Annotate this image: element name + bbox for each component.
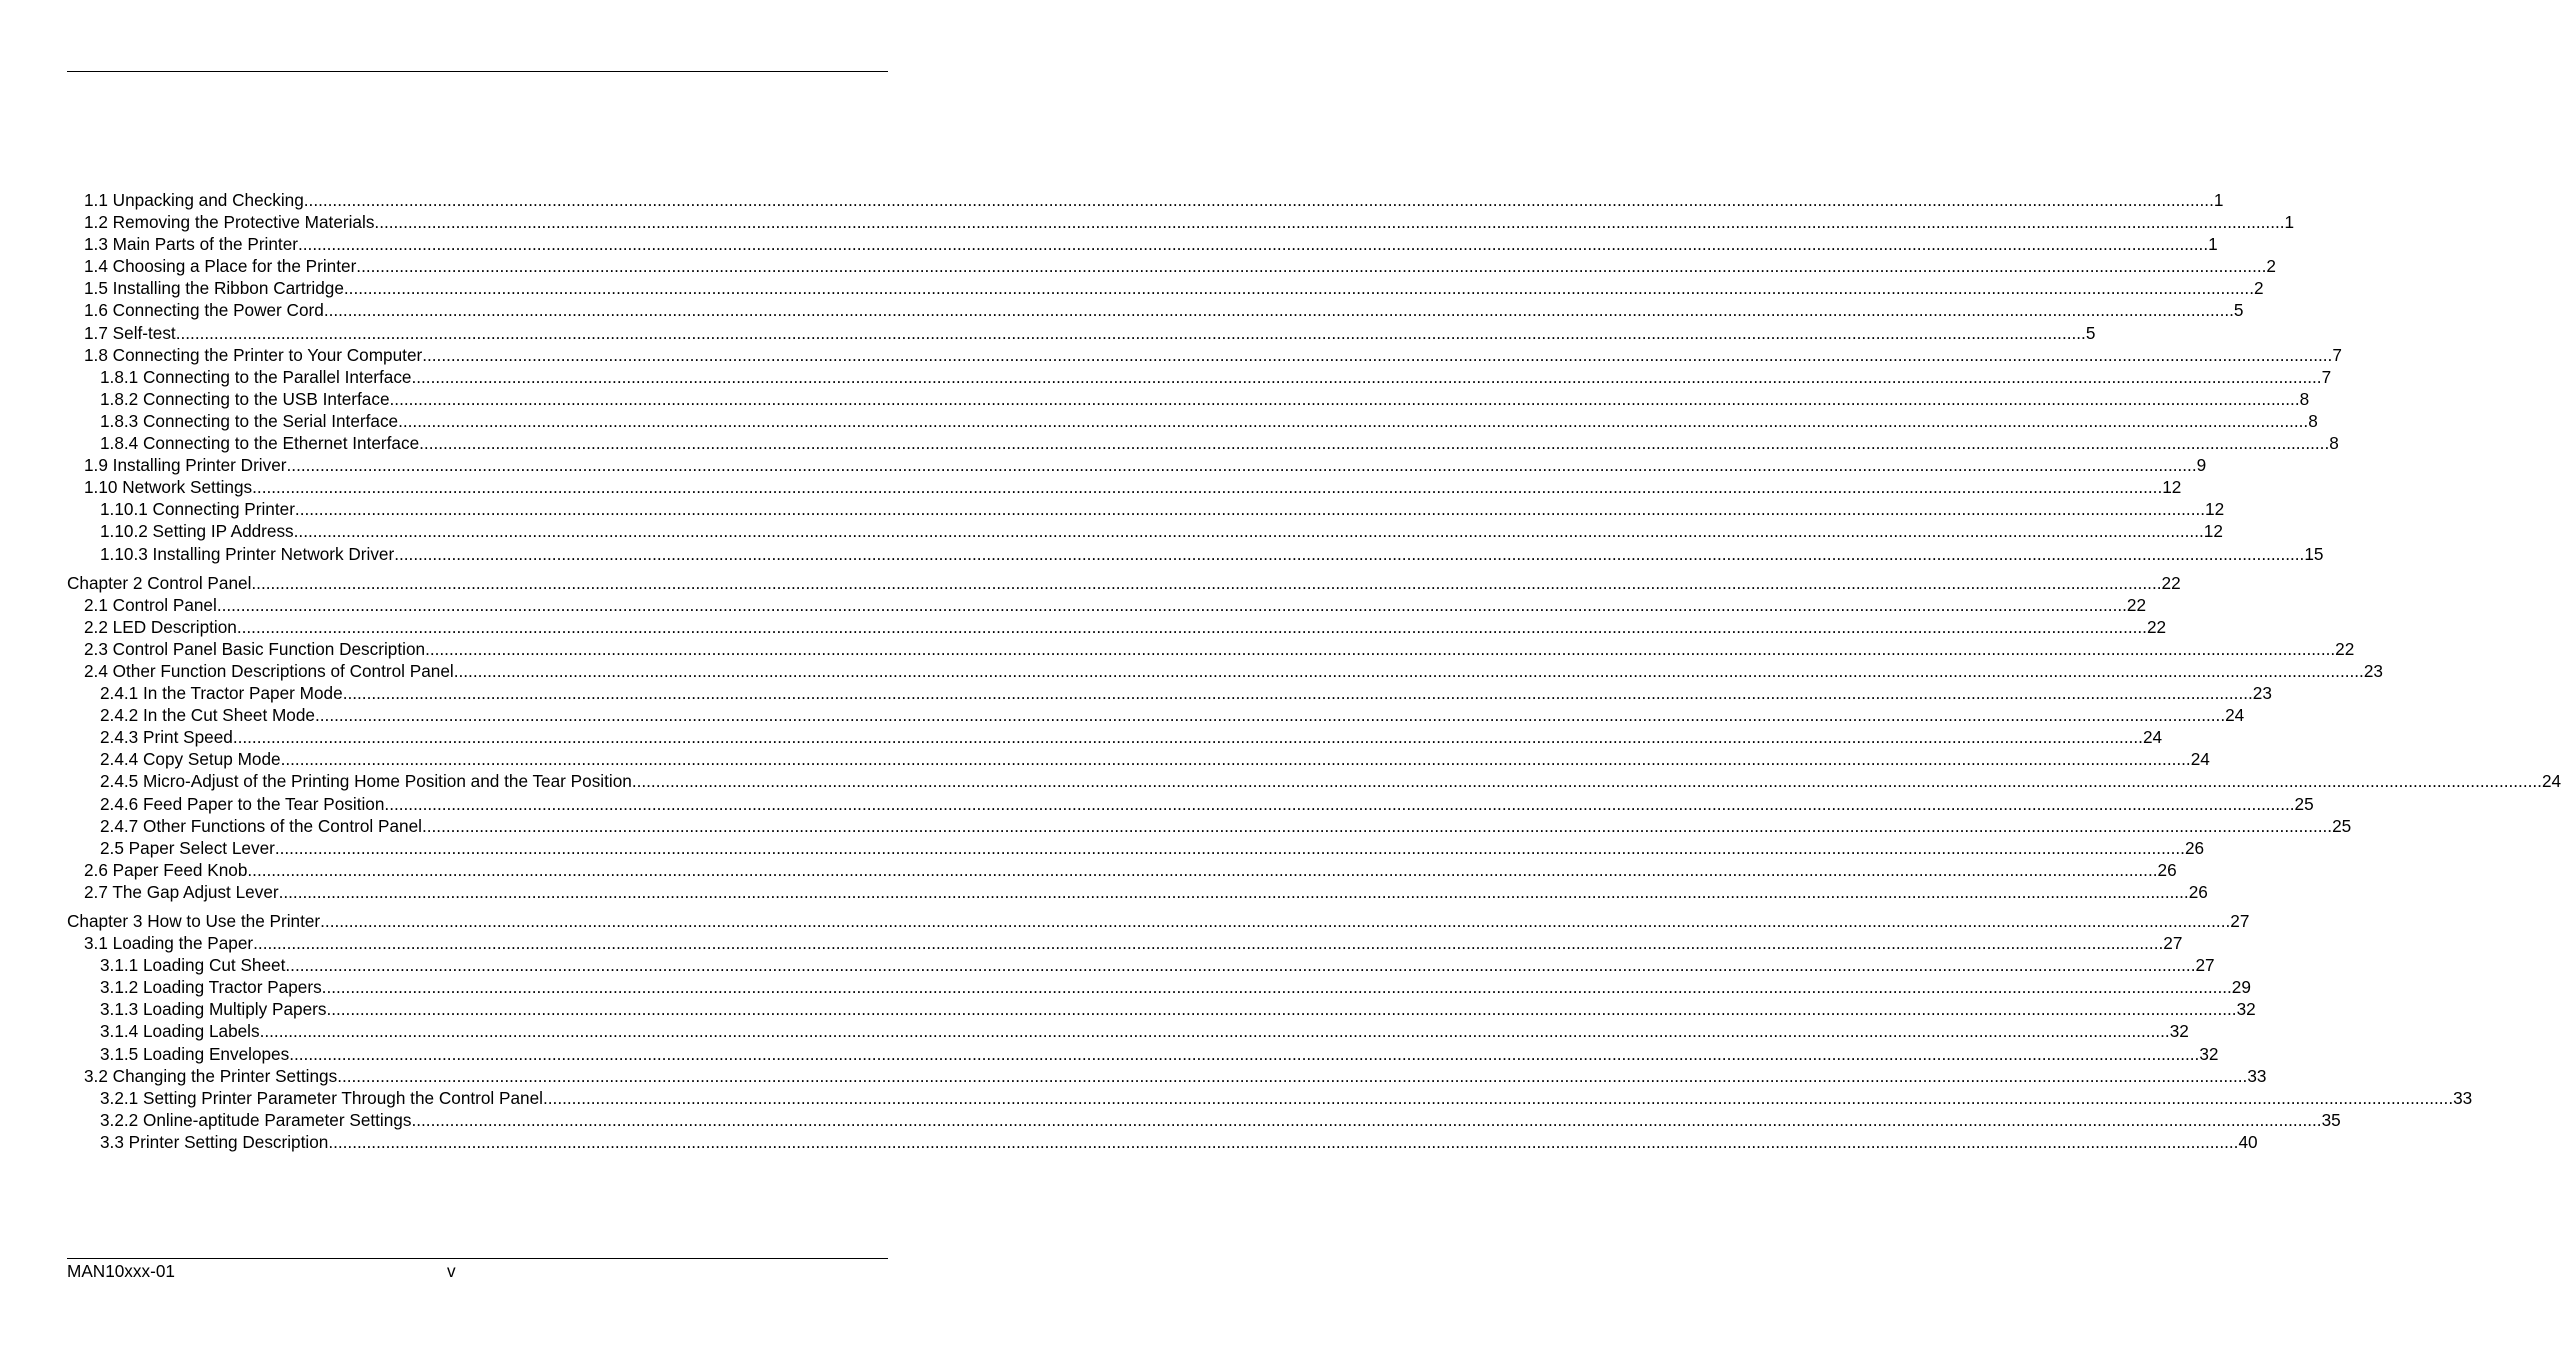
toc-entry-title: 1.3 Main Parts of the Printer: [84, 234, 298, 255]
toc-entry[interactable]: [67, 594, 2147, 616]
toc-entry-title: 2.7 The Gap Adjust Lever: [84, 881, 279, 902]
toc-dot-leader: ................................................................................................................................................................................................................................................................................................................................................................................................................: [321, 977, 2232, 998]
toc-entry[interactable]: [67, 748, 2210, 770]
toc-entry-page: 33: [2453, 1087, 2473, 1108]
toc-dot-leader: ................................................................................................................................................................................................................................................................................................................................................................................................................: [389, 388, 2300, 409]
toc-entry[interactable]: [67, 299, 2244, 321]
toc-entry-page: 15: [2304, 543, 2324, 564]
footer-doc-id: MAN10xxx-01: [67, 1261, 175, 1281]
toc-entry[interactable]: [67, 837, 2205, 859]
toc-entry-page: 22: [2161, 572, 2181, 593]
toc-dot-leader: ................................................................................................................................................................................................................................................................................................................................................................................................................: [216, 594, 2127, 615]
toc-entry[interactable]: [67, 255, 2276, 277]
toc-dot-leader: ................................................................................................................................................................................................................................................................................................................................................................................................................: [320, 911, 2231, 931]
toc-dot-leader: ................................................................................................................................................................................................................................................................................................................................................................................................................: [342, 683, 2253, 704]
toc-entry-title: 1.8.4 Connecting to the Ethernet Interface: [100, 433, 420, 454]
toc-entry-title: 3.3 Printer Setting Description: [100, 1131, 329, 1152]
toc-entry-page: 8: [2299, 388, 2310, 409]
toc-entry-page: 33: [2247, 1065, 2267, 1086]
toc-entry[interactable]: [67, 233, 2218, 255]
toc-entry-page: 8: [2329, 433, 2339, 454]
toc-entry[interactable]: [67, 1087, 2473, 1109]
table-of-contents: [67, 189, 2561, 1153]
toc-entry[interactable]: [67, 520, 2223, 542]
toc-entry-title: 2.4.1 In the Tractor Paper Mode: [100, 683, 343, 704]
toc-entry-page: 32: [2236, 999, 2256, 1020]
toc-entry-title: 1.6 Connecting the Power Cord: [84, 300, 324, 321]
toc-entry-page: 27: [2195, 955, 2215, 976]
header-rule: [67, 71, 888, 72]
toc-entry-title: 2.6 Paper Feed Knob: [84, 859, 248, 880]
toc-entry[interactable]: [67, 1131, 2258, 1153]
footer-rule: [67, 1258, 888, 1259]
toc-entry-title: Chapter 3 How to Use the Printer: [67, 911, 321, 931]
toc-entry[interactable]: [67, 682, 2272, 704]
toc-dot-leader: ................................................................................................................................................................................................................................................................................................................................................................................................................: [343, 278, 2254, 299]
toc-entry[interactable]: [67, 1109, 2341, 1131]
toc-entry-title: 1.5 Installing the Ribbon Cartridge: [84, 278, 344, 299]
toc-entry[interactable]: [67, 932, 2183, 954]
toc-entry[interactable]: [67, 976, 2251, 998]
toc-chapter-entry[interactable]: [67, 910, 2250, 932]
toc-dot-leader: ................................................................................................................................................................................................................................................................................................................................................................................................................: [293, 521, 2204, 542]
toc-dot-leader: ................................................................................................................................................................................................................................................................................................................................................................................................................: [543, 1087, 2454, 1108]
toc-entry[interactable]: [67, 660, 2383, 682]
toc-entry-page: 25: [2294, 793, 2314, 814]
toc-entry-page: 24: [2190, 749, 2210, 770]
toc-entry[interactable]: [67, 998, 2256, 1020]
toc-entry[interactable]: [67, 1043, 2219, 1065]
toc-entry-page: 22: [2146, 616, 2167, 637]
toc-entry-title: 2.4 Other Function Descriptions of Control Panel: [84, 660, 454, 681]
toc-entry-title: 1.10.3 Installing Printer Network Driver: [100, 543, 395, 564]
toc-entry-page: 7: [2332, 344, 2342, 365]
toc-dot-leader: ................................................................................................................................................................................................................................................................................................................................................................................................................: [425, 638, 2336, 659]
toc-entry-page: 24: [2142, 727, 2163, 748]
toc-dot-leader: ................................................................................................................................................................................................................................................................................................................................................................................................................: [251, 572, 2162, 593]
toc-dot-leader: ................................................................................................................................................................................................................................................................................................................................................................................................................: [175, 322, 2086, 343]
toc-entry-page: 1: [2208, 234, 2218, 255]
toc-entry-title: 1.8.1 Connecting to the Parallel Interface: [100, 366, 412, 387]
toc-entry-title: 1.8 Connecting the Printer to Your Computer: [84, 344, 423, 365]
toc-entry-title: 1.10 Network Settings: [84, 477, 253, 498]
toc-entry-page: 27: [2230, 911, 2250, 931]
toc-entry-title: 3.1 Loading the Paper: [84, 933, 254, 954]
toc-dot-leader: ................................................................................................................................................................................................................................................................................................................................................................................................................: [247, 859, 2158, 880]
toc-dot-leader: ................................................................................................................................................................................................................................................................................................................................................................................................................: [422, 344, 2333, 365]
toc-dot-leader: ................................................................................................................................................................................................................................................................................................................................................................................................................: [631, 771, 2542, 792]
toc-entry[interactable]: [67, 498, 2225, 520]
toc-entry-title: Chapter 2 Control Panel: [67, 572, 252, 593]
toc-entry[interactable]: [67, 638, 2355, 660]
toc-dot-leader: ................................................................................................................................................................................................................................................................................................................................................................................................................: [374, 212, 2285, 233]
toc-entry-page: 1: [2213, 190, 2224, 210]
toc-entry-title: 1.2 Removing the Protective Materials: [84, 212, 375, 233]
toc-entry[interactable]: [67, 881, 2208, 903]
toc-entry-page: 12: [2162, 477, 2182, 498]
toc-entry[interactable]: [67, 388, 2310, 410]
toc-entry-page: 29: [2231, 977, 2251, 998]
toc-entry[interactable]: [67, 1065, 2267, 1087]
toc-entry[interactable]: [67, 432, 2339, 454]
toc-entry-page: 2: [2254, 278, 2264, 299]
toc-dot-leader: ................................................................................................................................................................................................................................................................................................................................................................................................................: [285, 955, 2196, 976]
toc-entry-page: 35: [2321, 1109, 2341, 1130]
toc-entry-page: 24: [2541, 771, 2561, 792]
toc-dot-leader: ................................................................................................................................................................................................................................................................................................................................................................................................................: [326, 999, 2237, 1020]
toc-dot-leader: ................................................................................................................................................................................................................................................................................................................................................................................................................: [252, 477, 2163, 498]
toc-entry-title: 3.2.1 Setting Printer Parameter Through the Control Panel: [100, 1087, 543, 1108]
toc-dot-leader: ................................................................................................................................................................................................................................................................................................................................................................................................................: [315, 705, 2226, 726]
toc-dot-leader: ................................................................................................................................................................................................................................................................................................................................................................................................................: [323, 300, 2234, 321]
toc-entry-page: 12: [2205, 499, 2225, 520]
toc-entry-title: 1.7 Self-test: [84, 322, 176, 343]
toc-chapter-entry[interactable]: [67, 572, 2181, 594]
toc-entry-title: 3.2.2 Online-aptitude Parameter Settings: [100, 1109, 412, 1130]
toc-entry-page: 23: [2363, 660, 2383, 681]
toc-dot-leader: ................................................................................................................................................................................................................................................................................................................................................................................................................: [232, 727, 2143, 748]
toc-entry-title: 2.1 Control Panel: [84, 594, 217, 615]
toc-dot-leader: ................................................................................................................................................................................................................................................................................................................................................................................................................: [411, 1109, 2322, 1130]
toc-entry-title: 3.2 Changing the Printer Settings: [84, 1065, 338, 1086]
toc-entry-page: 26: [2184, 837, 2205, 858]
toc-entry[interactable]: [67, 954, 2215, 976]
toc-dot-leader: ................................................................................................................................................................................................................................................................................................................................................................................................................: [259, 1021, 2170, 1042]
toc-entry[interactable]: [67, 770, 2561, 792]
toc-entry[interactable]: [67, 793, 2314, 815]
toc-entry-title: 3.1.3 Loading Multiply Papers: [100, 999, 327, 1020]
toc-entry-page: 26: [2157, 859, 2177, 880]
toc-dot-leader: ................................................................................................................................................................................................................................................................................................................................................................................................................: [253, 933, 2164, 954]
toc-entry-page: 5: [2233, 300, 2244, 321]
toc-entry-title: 2.3 Control Panel Basic Function Description: [84, 638, 426, 659]
toc-entry[interactable]: [67, 366, 2332, 388]
toc-dot-leader: ................................................................................................................................................................................................................................................................................................................................................................................................................: [274, 837, 2185, 858]
toc-dot-leader: ................................................................................................................................................................................................................................................................................................................................................................................................................: [356, 256, 2267, 277]
toc-entry-title: 2.4.7 Other Functions of the Control Panel: [100, 815, 422, 836]
toc-entry-page: 5: [2085, 322, 2096, 343]
toc-entry[interactable]: [67, 815, 2352, 837]
toc-entry-page: 26: [2188, 881, 2208, 902]
toc-entry[interactable]: [67, 704, 2245, 726]
toc-dot-leader: ................................................................................................................................................................................................................................................................................................................................................................................................................: [328, 1131, 2239, 1152]
toc-entry-page: 24: [2225, 705, 2245, 726]
toc-entry-title: 3.1.1 Loading Cut Sheet: [100, 955, 286, 976]
toc-entry-page: 23: [2252, 683, 2272, 704]
toc-entry-title: 1.4 Choosing a Place for the Printer: [84, 256, 357, 277]
toc-entry[interactable]: [67, 344, 2342, 366]
toc-entry-title: 3.1.4 Loading Labels: [100, 1021, 260, 1042]
toc-entry-page: 1: [2284, 212, 2295, 233]
toc-entry-page: 32: [2169, 1021, 2189, 1042]
toc-entry-title: 1.1 Unpacking and Checking: [84, 190, 304, 210]
toc-entry-title: 1.8.2 Connecting to the USB Interface: [100, 388, 390, 409]
toc-entry-page: 22: [2335, 638, 2355, 659]
toc-entry[interactable]: [67, 322, 2096, 344]
toc-entry-page: 2: [2266, 256, 2276, 277]
toc-entry-title: 3.1.2 Loading Tractor Papers: [100, 977, 322, 998]
toc-entry-title: 2.4.6 Feed Paper to the Tear Position: [100, 793, 385, 814]
toc-entry-title: 1.8.3 Connecting to the Serial Interface: [100, 410, 399, 431]
toc-entry-page: 12: [2203, 521, 2223, 542]
toc-entry[interactable]: [67, 454, 2207, 476]
toc-entry[interactable]: [67, 1020, 2189, 1042]
toc-dot-leader: ................................................................................................................................................................................................................................................................................................................................................................................................................: [453, 660, 2364, 681]
toc-entry-title: 2.4.5 Micro-Adjust of the Printing Home Position and the Tear Position: [100, 771, 632, 792]
toc-dot-leader: ................................................................................................................................................................................................................................................................................................................................................................................................................: [421, 815, 2333, 836]
toc-dot-leader: ................................................................................................................................................................................................................................................................................................................................................................................................................: [298, 234, 2209, 255]
toc-entry-title: 3.1.5 Loading Envelopes: [100, 1043, 290, 1064]
toc-dot-leader: ................................................................................................................................................................................................................................................................................................................................................................................................................: [294, 499, 2206, 520]
toc-entry-page: 9: [2196, 455, 2207, 476]
toc-entry-page: 7: [2321, 366, 2332, 387]
toc-entry-title: 2.4.4 Copy Setup Mode: [100, 749, 281, 770]
toc-dot-leader: ................................................................................................................................................................................................................................................................................................................................................................................................................: [236, 616, 2147, 637]
toc-entry-page: 32: [2199, 1043, 2219, 1064]
toc-dot-leader: ................................................................................................................................................................................................................................................................................................................................................................................................................: [411, 366, 2322, 387]
toc-dot-leader: ................................................................................................................................................................................................................................................................................................................................................................................................................: [280, 749, 2191, 770]
toc-entry[interactable]: [67, 476, 2182, 498]
toc-entry[interactable]: [67, 726, 2163, 748]
toc-dot-leader: ................................................................................................................................................................................................................................................................................................................................................................................................................: [303, 190, 2214, 210]
toc-entry-page: 40: [2238, 1131, 2258, 1152]
toc-entry-title: 2.5 Paper Select Lever: [100, 837, 275, 858]
toc-entry[interactable]: [67, 189, 2224, 211]
toc-entry-title: 1.10.1 Connecting Printer: [100, 499, 295, 520]
toc-dot-leader: ................................................................................................................................................................................................................................................................................................................................................................................................................: [419, 433, 2330, 454]
toc-dot-leader: ................................................................................................................................................................................................................................................................................................................................................................................................................: [286, 455, 2197, 476]
toc-entry[interactable]: [67, 859, 2177, 881]
toc-dot-leader: ................................................................................................................................................................................................................................................................................................................................................................................................................: [384, 793, 2295, 814]
toc-dot-leader: ................................................................................................................................................................................................................................................................................................................................................................................................................: [398, 410, 2309, 431]
toc-entry-title: 2.2 LED Description: [84, 616, 237, 637]
toc-entry-title: 1.10.2 Setting IP Address: [100, 521, 294, 542]
footer-page-number: v: [447, 1261, 456, 1281]
toc-entry-title: 1.9 Installing Printer Driver: [84, 455, 287, 476]
toc-dot-leader: ................................................................................................................................................................................................................................................................................................................................................................................................................: [394, 543, 2305, 564]
toc-dot-leader: ................................................................................................................................................................................................................................................................................................................................................................................................................: [337, 1065, 2248, 1086]
toc-entry-page: 25: [2332, 815, 2352, 836]
toc-entry[interactable]: [67, 410, 2318, 432]
toc-dot-leader: ................................................................................................................................................................................................................................................................................................................................................................................................................: [278, 881, 2189, 902]
toc-entry-page: 27: [2163, 933, 2183, 954]
toc-entry-page: 8: [2308, 410, 2318, 431]
toc-entry[interactable]: [67, 277, 2264, 299]
toc-entry-title: 2.4.2 In the Cut Sheet Mode: [100, 705, 315, 726]
toc-entry-title: 2.4.3 Print Speed: [100, 727, 233, 748]
toc-entry[interactable]: [67, 616, 2167, 638]
toc-entry[interactable]: [67, 211, 2295, 233]
toc-dot-leader: ................................................................................................................................................................................................................................................................................................................................................................................................................: [289, 1043, 2200, 1064]
toc-entry-page: 22: [2126, 594, 2147, 615]
toc-entry[interactable]: [67, 543, 2324, 565]
